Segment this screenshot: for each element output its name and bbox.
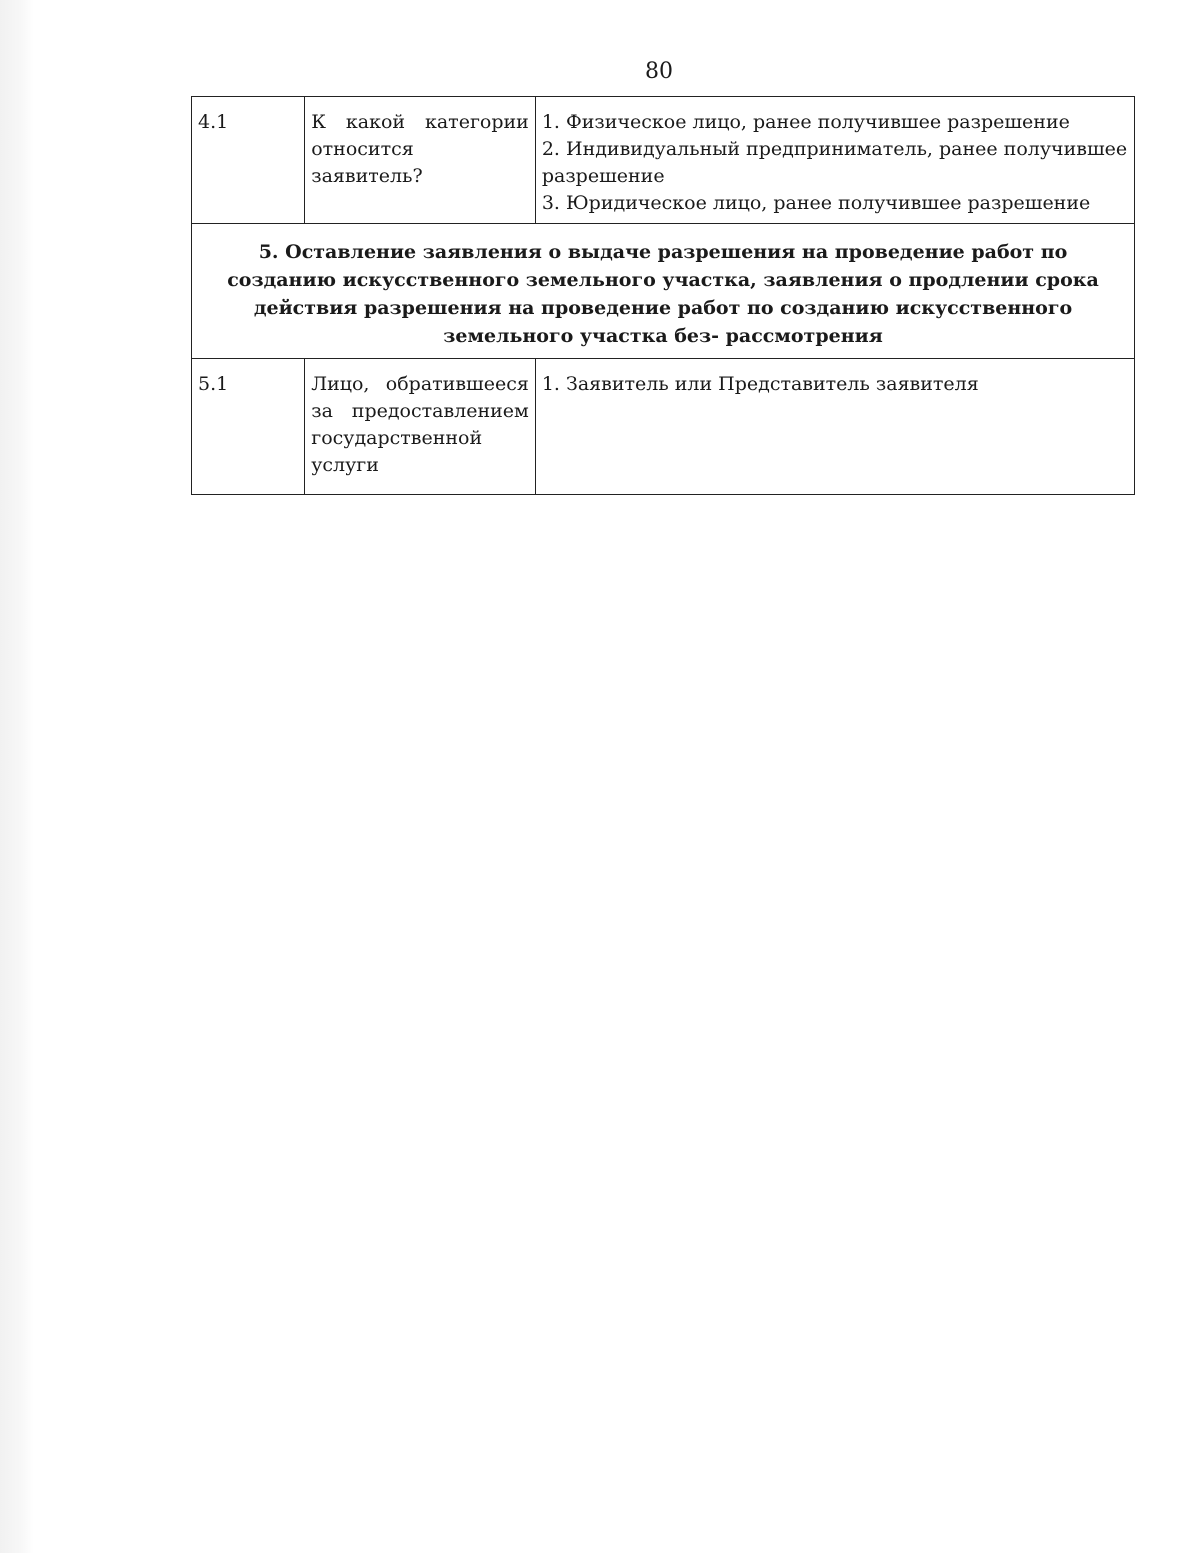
row-number: 5.1	[192, 359, 305, 495]
answer-option: 2. Индивидуальный предприниматель, ранее получившее разрешение	[541, 138, 1128, 187]
answer-option: 1. Физическое лицо, ранее получившее разрешение	[541, 111, 1070, 133]
scan-page-edge	[0, 0, 34, 1553]
row-question: К какой категории относится заявитель?	[305, 97, 536, 224]
table-row	[192, 97, 1135, 224]
answer-option: 1. Заявитель или Представитель заявителя	[541, 373, 979, 395]
row-number: 4.1	[192, 97, 305, 224]
table-row	[192, 359, 1135, 495]
row-answers	[535, 97, 1134, 224]
section-header-row	[192, 224, 1135, 359]
answer-option: 3. Юридическое лицо, ранее получившее разрешение	[541, 192, 1091, 214]
row-answers	[535, 359, 1134, 495]
row-question: Лицо, обратившееся за предоставлением государственной услуги	[305, 359, 536, 495]
questionnaire-table	[191, 96, 1135, 495]
section-title: 5. Оставление заявления о выдаче разрешения на проведение работ по созданию искусственного земельного участка, заявления о продлении срока действия разрешения на проведение работ по созданию искусственного земельного участка без- рассмотрения	[192, 224, 1135, 359]
page-number: 80	[645, 59, 673, 84]
